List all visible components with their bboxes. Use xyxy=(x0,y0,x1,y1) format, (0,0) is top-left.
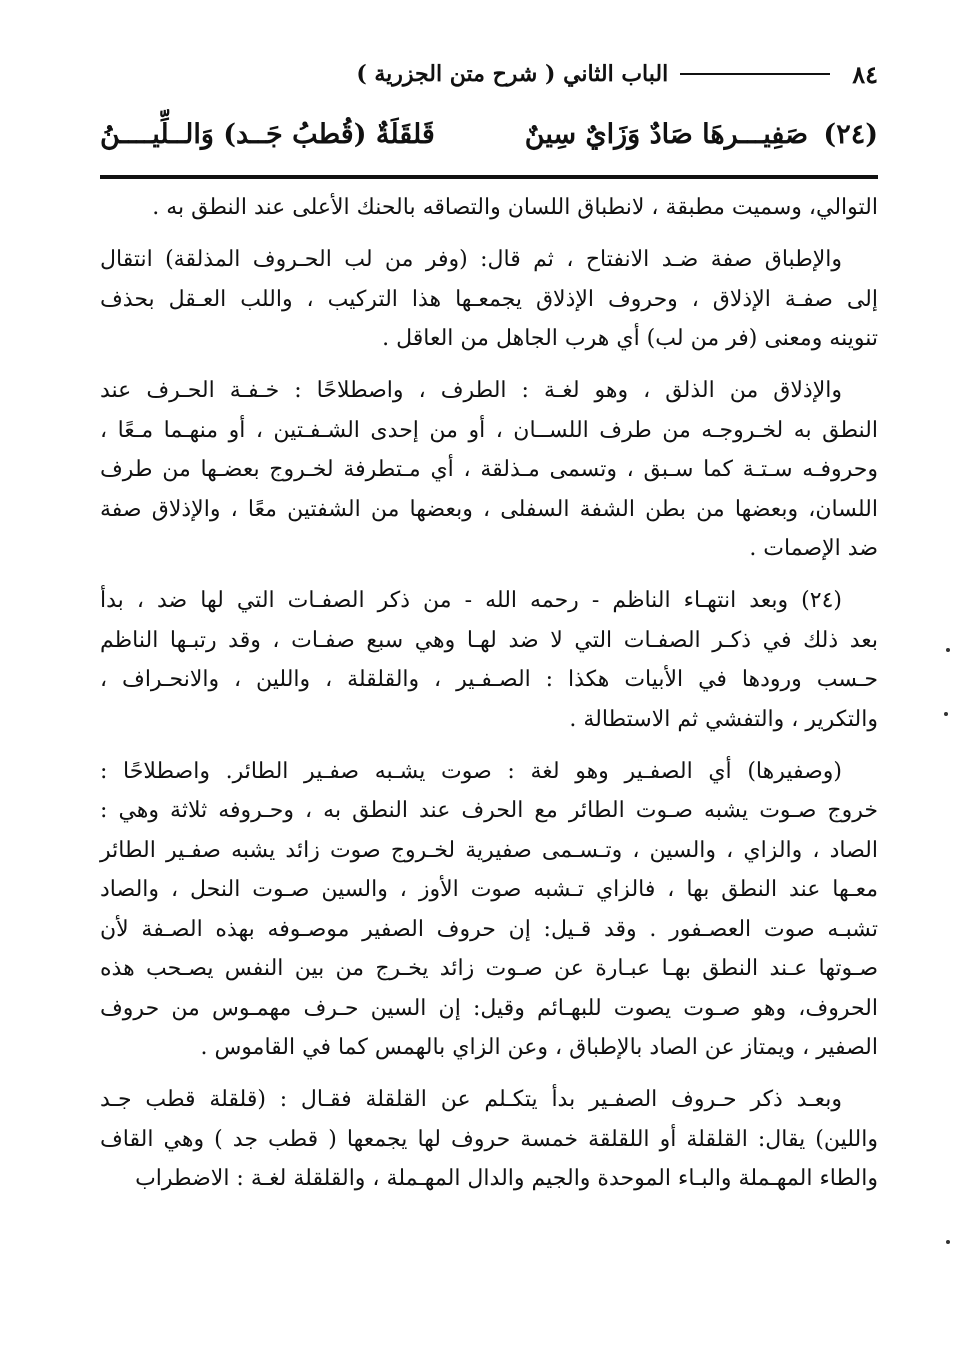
poem-verse xyxy=(100,108,878,160)
text-line: (وصفيرها) أي الصفـير وهو لغة : صوت يشـبه صفـير الطائر. واصطلاحًا : xyxy=(100,758,842,784)
text-line: تنوينه ومعنى (فر من لب) أي هرب الجاهل من العاقل . xyxy=(382,326,878,351)
text-line: والطاء المهـملة والبـاء الموحدة والجيم والدال المهـملة ، والقلقلة لغـة : الاضطراب xyxy=(135,1166,878,1191)
margin-mark xyxy=(946,648,950,652)
text-line: التوالي، وسميت مطبقة ، لانطباق اللسان والتصاقه بالحنك الأعلى عند النطق به . xyxy=(152,195,878,220)
paragraph xyxy=(100,752,878,1068)
page-number: ٨٤ xyxy=(852,59,878,89)
paragraph xyxy=(100,1080,878,1199)
text-line: إلى صفـة الإذلاق ، وحروف الإذلاق يجمعـها هذا التركيب ، واللب العـقل بحذف xyxy=(100,286,878,312)
verse-first-hemistich xyxy=(525,119,878,150)
margin-mark xyxy=(944,712,948,716)
commentary-body xyxy=(100,188,878,1211)
running-header xyxy=(100,56,878,92)
header-rule xyxy=(680,73,830,75)
text-line: الحروف، وهو صـوت يصوت للبهـائم وقيل: إن السين حـرف مهمـوس من حروف xyxy=(100,995,878,1021)
text-line: والإطباق صفة ضـد الانفتاح ، ثم قال: (وفر من لب الحـروف المذلقة) انتقال xyxy=(100,247,842,272)
chapter-title: الباب الثاني ( شرح متن الجزرية ) xyxy=(356,61,669,87)
paragraph xyxy=(100,188,878,228)
text-line: والإذلاق من الذلق ، وهو لغـة : الطرف ، واصطلاحًا : خـفـة الحـرف عند xyxy=(100,378,842,403)
text-line: النطق به لخـروجـه من طرف اللســان ، أو من إحدى الشـفـتين ، أو منهـما مـعًا ، xyxy=(100,417,878,443)
verse-divider xyxy=(100,175,878,179)
text-line: وبعـد ذكر حـروف الصفـير بدأ يتكـلم عن القلقلة فقـال : (قلقلة قطب جـد xyxy=(100,1087,842,1112)
text-line: صـوتها عـند النطق بهـا عبـارة عن صـوت زائد يخـرج من بين النفس يصـحب هذه xyxy=(100,956,878,981)
verse-number: (٢٤) xyxy=(823,118,878,150)
verse-first-text: صَفِيـــرهَا صَادٌ وَزَايٌ سِينٌ xyxy=(524,118,809,150)
verse-second-hemistich: قَلقَلَةٌ (قُطبُ جَــد) وَالــلِّيــــنُ xyxy=(100,118,435,150)
text-line: خروج صـوت يشبه صـوت الطائر مع الحرف عند النطق به ، وحـروفه ثلاثة وهي : xyxy=(100,798,878,823)
paragraph xyxy=(100,371,878,569)
margin-mark xyxy=(946,1240,950,1244)
text-line: (٢٤) وبعد انتهـاء الناظم - رحمه الله - من ذكر الصفـات التي لها ضد ، بدأ xyxy=(100,588,842,613)
paragraph xyxy=(100,240,878,359)
text-line: واللين) يقال: القلقلة أو اللقلقة خمسة حروف لها يجمعها ( قطب جد ) وهي القاف xyxy=(100,1126,878,1152)
text-line: والتكرير ، والتفشي ثم الاستطالة . xyxy=(569,706,878,732)
text-line: بعد ذلك في ذكـر الصفـات التي لا ضد لهـا وهي سبع صفـات ، وقد رتبـها الناظم xyxy=(100,627,879,653)
text-line: وحروفـه سـتـة كما سـبق ، وتسمى مـذلقة ، أي مـتطرفة لخـروج بعضـها من طرف xyxy=(100,457,878,482)
paragraph xyxy=(100,581,878,739)
text-line: الصاد ، والزاي ، والسين ، وتـسـمى صفيرية لخـروج صوت زائد يشبه صفـير الطائر xyxy=(100,837,878,863)
text-line: تشبـه صوت العصـفور . وقد قـيل: إن حروف الصفير موصـوفه بهذه الصـفة لأن xyxy=(100,916,878,942)
text-line: الصفير ، ويمتاز عن الصاد بالإطباق ، وعن الزاي بالهمس كما في القاموس . xyxy=(200,1035,878,1060)
text-line: ضد الإصمات . xyxy=(749,536,878,561)
text-line: اللسان، وبعضها من بطن الشفة السفلى ، وبعضها من الشفتين معًا ، والإذلاق صفة xyxy=(100,496,878,522)
text-line: معـها عند النطق بها ، فالزاي تـشبه صوت الأوز ، والسين صـوت النحل ، والصاد xyxy=(100,877,878,902)
text-line: حـسب ورودها في الأبيات هكذا : الصـفـير ، والقلقلة ، واللين ، والانحـراف ، xyxy=(100,667,878,692)
